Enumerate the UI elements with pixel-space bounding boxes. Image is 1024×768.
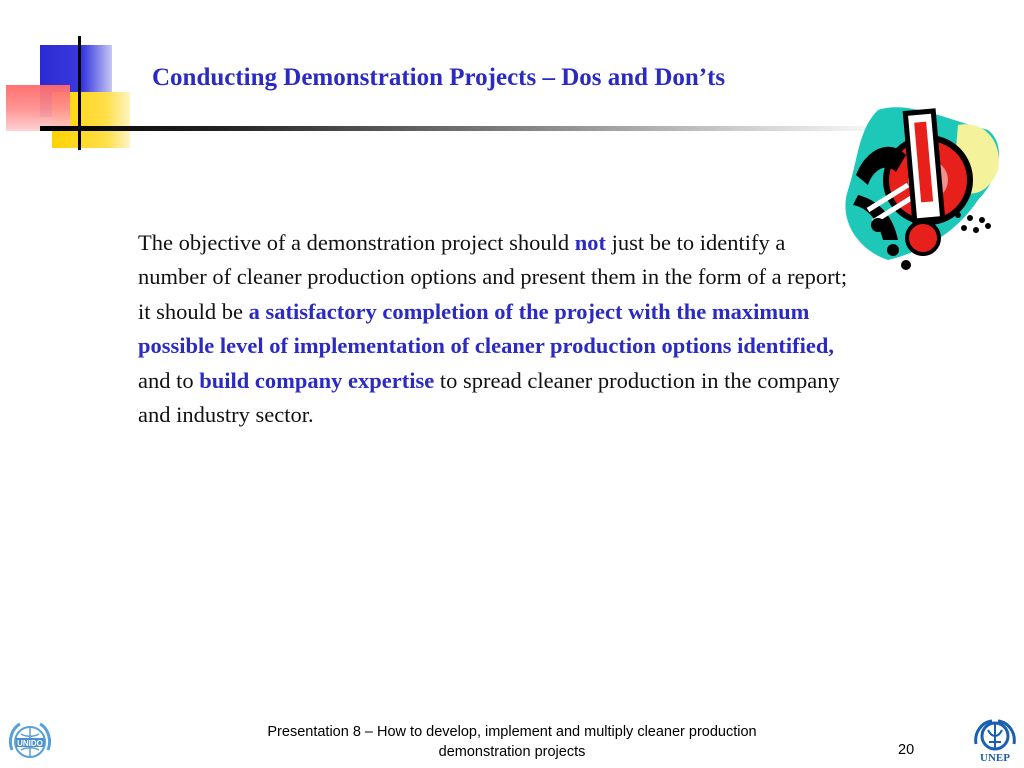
title-rule <box>40 126 900 131</box>
footer-text: Presentation 8 – How to develop, implement and multiply cleaner production demonstration projects <box>267 724 757 760</box>
red-square <box>6 85 70 131</box>
body-highlight-not: not <box>574 230 607 255</box>
unido-logo-icon <box>6 720 54 764</box>
body-text-segment: to spread cleaner production in the company and industry sector. <box>138 367 840 428</box>
body-highlight-completion: a satisfactory completion of the project with the maximum possible level of implementation of cleaner production options identified, <box>138 298 835 359</box>
slide-title: Conducting Demonstration Projects – Dos and Don’ts <box>152 64 726 91</box>
logo-right-label: UNEP <box>980 752 1010 764</box>
body-highlight-expertise: build company expertise <box>199 367 435 393</box>
vertical-line <box>78 36 81 150</box>
body-text-segment: The objective of a demonstration project should <box>138 230 575 255</box>
corner-decoration <box>0 0 140 160</box>
body-paragraph <box>138 226 858 432</box>
exclamation-clipart-icon <box>838 100 1008 280</box>
body-text-segment: just be to identify a number of cleaner production options and present them in the form of a report; it should be <box>138 230 848 324</box>
page-number: 20 <box>898 742 915 758</box>
body-text-segment: and to <box>138 367 200 393</box>
logo-left-label: UNIDO <box>17 739 43 748</box>
